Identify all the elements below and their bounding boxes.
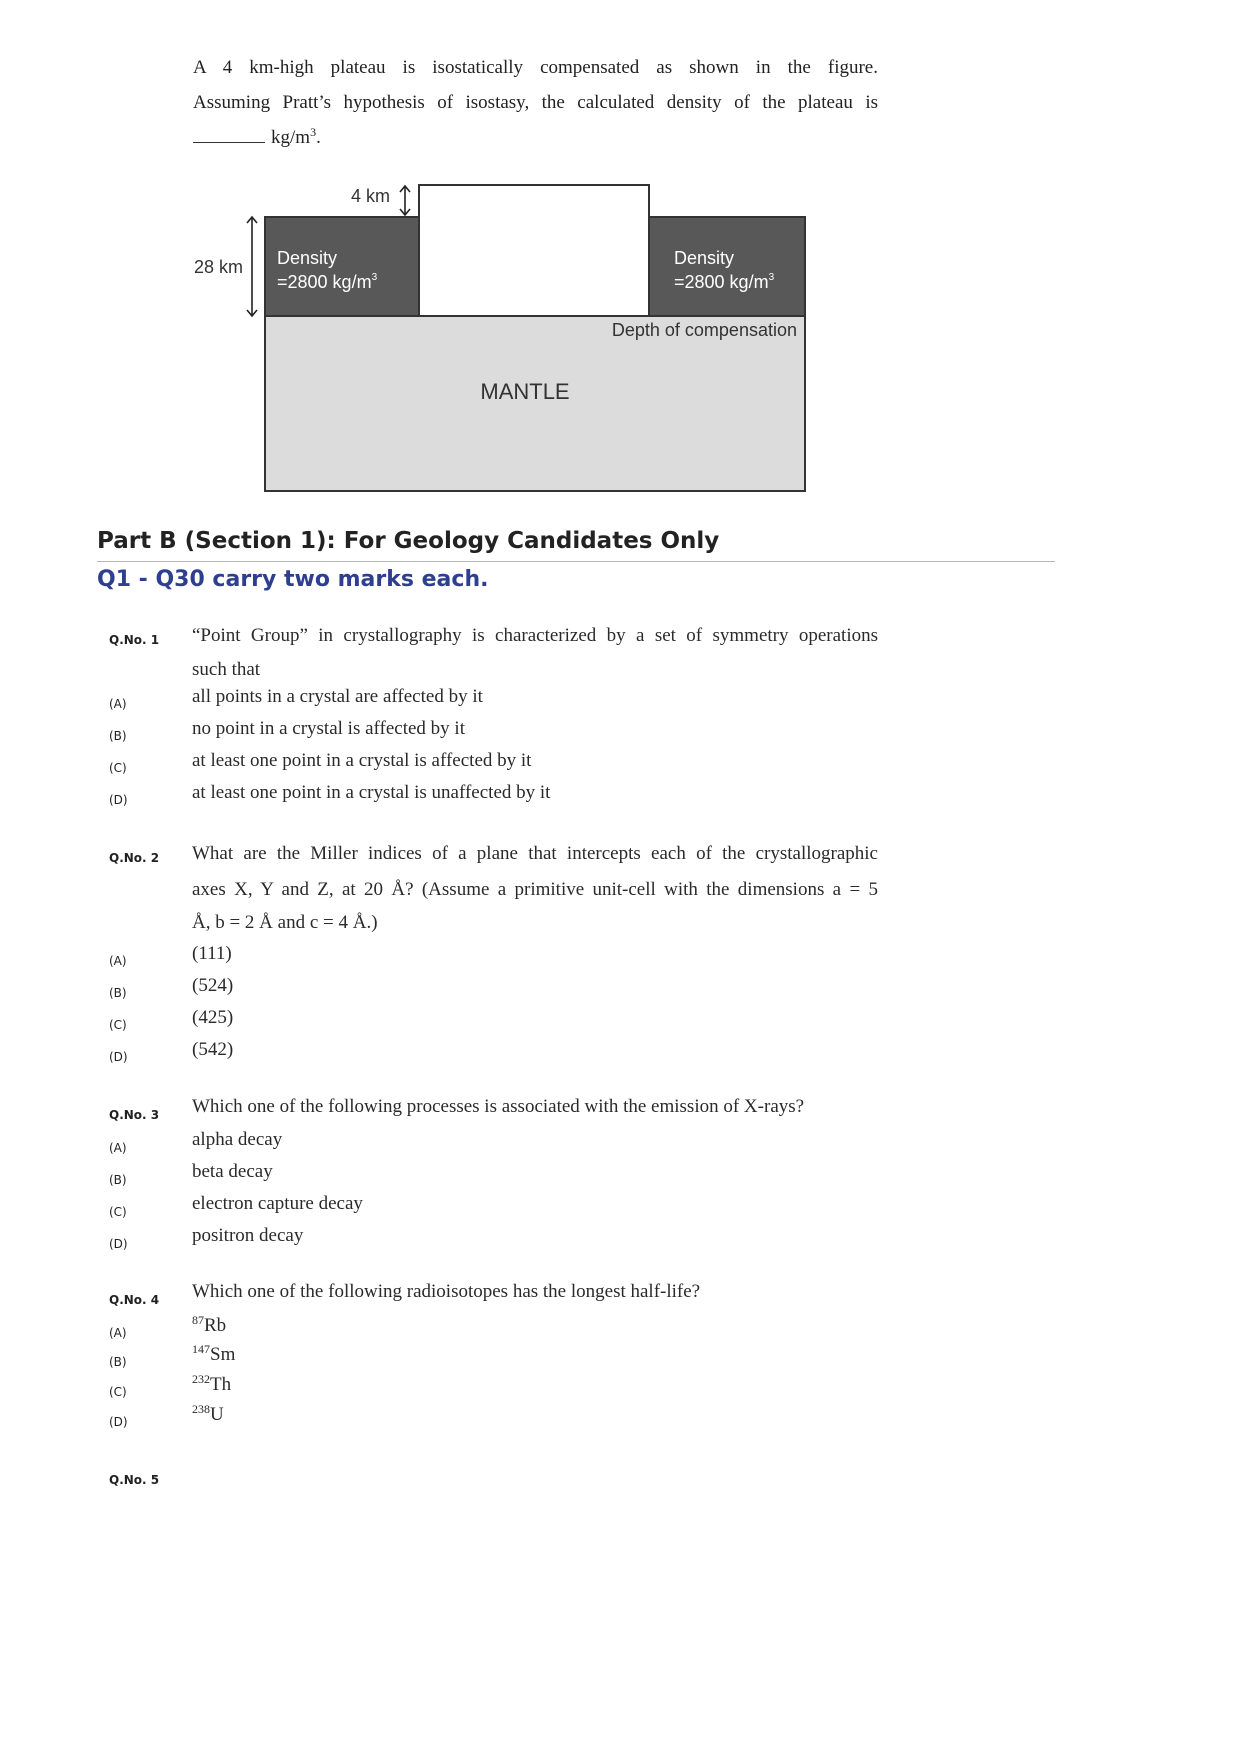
option-label: (A) xyxy=(109,697,127,711)
right-density-line2: =2800 $kg/m^3$ xyxy=(674,272,775,292)
option-label: (B) xyxy=(109,1173,127,1187)
option-text: beta decay xyxy=(192,1161,273,1182)
intro-unit: kg/m xyxy=(271,127,311,148)
option-label: (A) xyxy=(109,954,127,968)
intro-line-1: A 4 km-high plateau is isostatically compensated as shown in the figure. xyxy=(193,57,878,78)
option-text xyxy=(192,1344,235,1366)
option-text xyxy=(192,1404,224,1426)
stem-line: What are the Miller indices of a plane that intercepts each of the crystallographic xyxy=(192,843,878,864)
compensation-label: Depth of compensation xyxy=(611,320,797,340)
section-subtitle: Q1 - Q30 carry two marks each. xyxy=(97,567,489,592)
question-number: Q.No. 4 xyxy=(109,1293,160,1307)
question-stem: Which one of the following processes is associated with the emission of X-rays? xyxy=(192,1096,805,1117)
option-text: all points in a crystal are affected by it xyxy=(192,686,483,707)
option-text xyxy=(192,1374,231,1396)
question-stem xyxy=(192,836,878,908)
option-label: (D) xyxy=(109,1415,128,1429)
stem-line: axes X, Y and Z, at 20 Å? (Assume a primitive unit-cell with the dimensions a = 5 xyxy=(192,879,878,900)
option-label: (B) xyxy=(109,1355,127,1369)
mass-number: 147 xyxy=(192,1342,210,1356)
option-label: (C) xyxy=(109,1205,127,1219)
option-label: (D) xyxy=(109,1237,128,1251)
option-text xyxy=(192,1315,226,1337)
mantle-label: MANTLE xyxy=(480,379,570,404)
option-label: (C) xyxy=(109,761,127,775)
depth-arrow xyxy=(247,217,257,316)
left-density-line2: =2800 $kg/m^3$ xyxy=(277,272,378,292)
element-symbol: Rb xyxy=(204,1315,227,1336)
intro-line-3 xyxy=(193,120,878,155)
element-symbol: Sm xyxy=(210,1344,236,1365)
isostasy-figure xyxy=(190,180,830,500)
option-text: no point in a crystal is affected by it xyxy=(192,718,465,739)
mass-number: 232 xyxy=(192,1372,210,1386)
option-label: (B) xyxy=(109,986,127,1000)
option-text: at least one point in a crystal is affected by it xyxy=(192,750,532,771)
option-text: (542) xyxy=(192,1039,234,1060)
question-number: Q.No. 3 xyxy=(109,1108,160,1122)
section-title: Part B (Section 1): For Geology Candidates Only xyxy=(97,528,720,554)
option-text: (111) xyxy=(192,943,232,964)
intro-question xyxy=(193,50,878,155)
question-number: Q.No. 1 xyxy=(109,633,160,647)
option-text: (425) xyxy=(192,1007,234,1028)
option-label: (A) xyxy=(109,1141,127,1155)
left-density-line1: Density xyxy=(277,248,338,268)
option-text: alpha decay xyxy=(192,1129,283,1150)
stem-line: such that xyxy=(192,659,261,680)
question-number: Q.No. 5 xyxy=(109,1473,160,1487)
intro-unit-exp: 3 xyxy=(310,125,317,139)
answer-blank xyxy=(193,128,265,143)
stem-line: Å, b = 2 Å and c = 4 Å.) xyxy=(192,912,378,933)
option-text: positron decay xyxy=(192,1225,304,1246)
option-label: (A) xyxy=(109,1326,127,1340)
question-number: Q.No. 2 xyxy=(109,851,160,865)
intro-period: . xyxy=(316,127,321,148)
option-label: (C) xyxy=(109,1018,127,1032)
stem-line: “Point Group” in crystallography is characterized by a set of symmetry operations xyxy=(192,625,878,646)
right-density-line1: Density xyxy=(674,248,735,268)
option-text: (524) xyxy=(192,975,234,996)
option-text: at least one point in a crystal is unaffected by it xyxy=(192,782,551,803)
question-stem: Which one of the following radioisotopes has the longest half-life? xyxy=(192,1281,701,1302)
height-label: 4 km xyxy=(350,186,390,206)
intro-line-2: Assuming Pratt’s hypothesis of isostasy, the calculated density of the plateau is xyxy=(193,92,878,113)
height-arrow xyxy=(400,186,410,215)
mass-number: 238 xyxy=(192,1402,210,1416)
element-symbol: U xyxy=(210,1404,224,1425)
section-divider xyxy=(97,561,1055,562)
question-stem xyxy=(192,618,878,654)
plateau-block xyxy=(419,185,649,316)
mass-number: 87 xyxy=(192,1313,204,1327)
option-label: (B) xyxy=(109,729,127,743)
option-label: (D) xyxy=(109,793,128,807)
element-symbol: Th xyxy=(210,1374,232,1395)
option-text: electron capture decay xyxy=(192,1193,363,1214)
option-label: (D) xyxy=(109,1050,128,1064)
option-label: (C) xyxy=(109,1385,127,1399)
depth-label: 28 km xyxy=(193,257,243,277)
